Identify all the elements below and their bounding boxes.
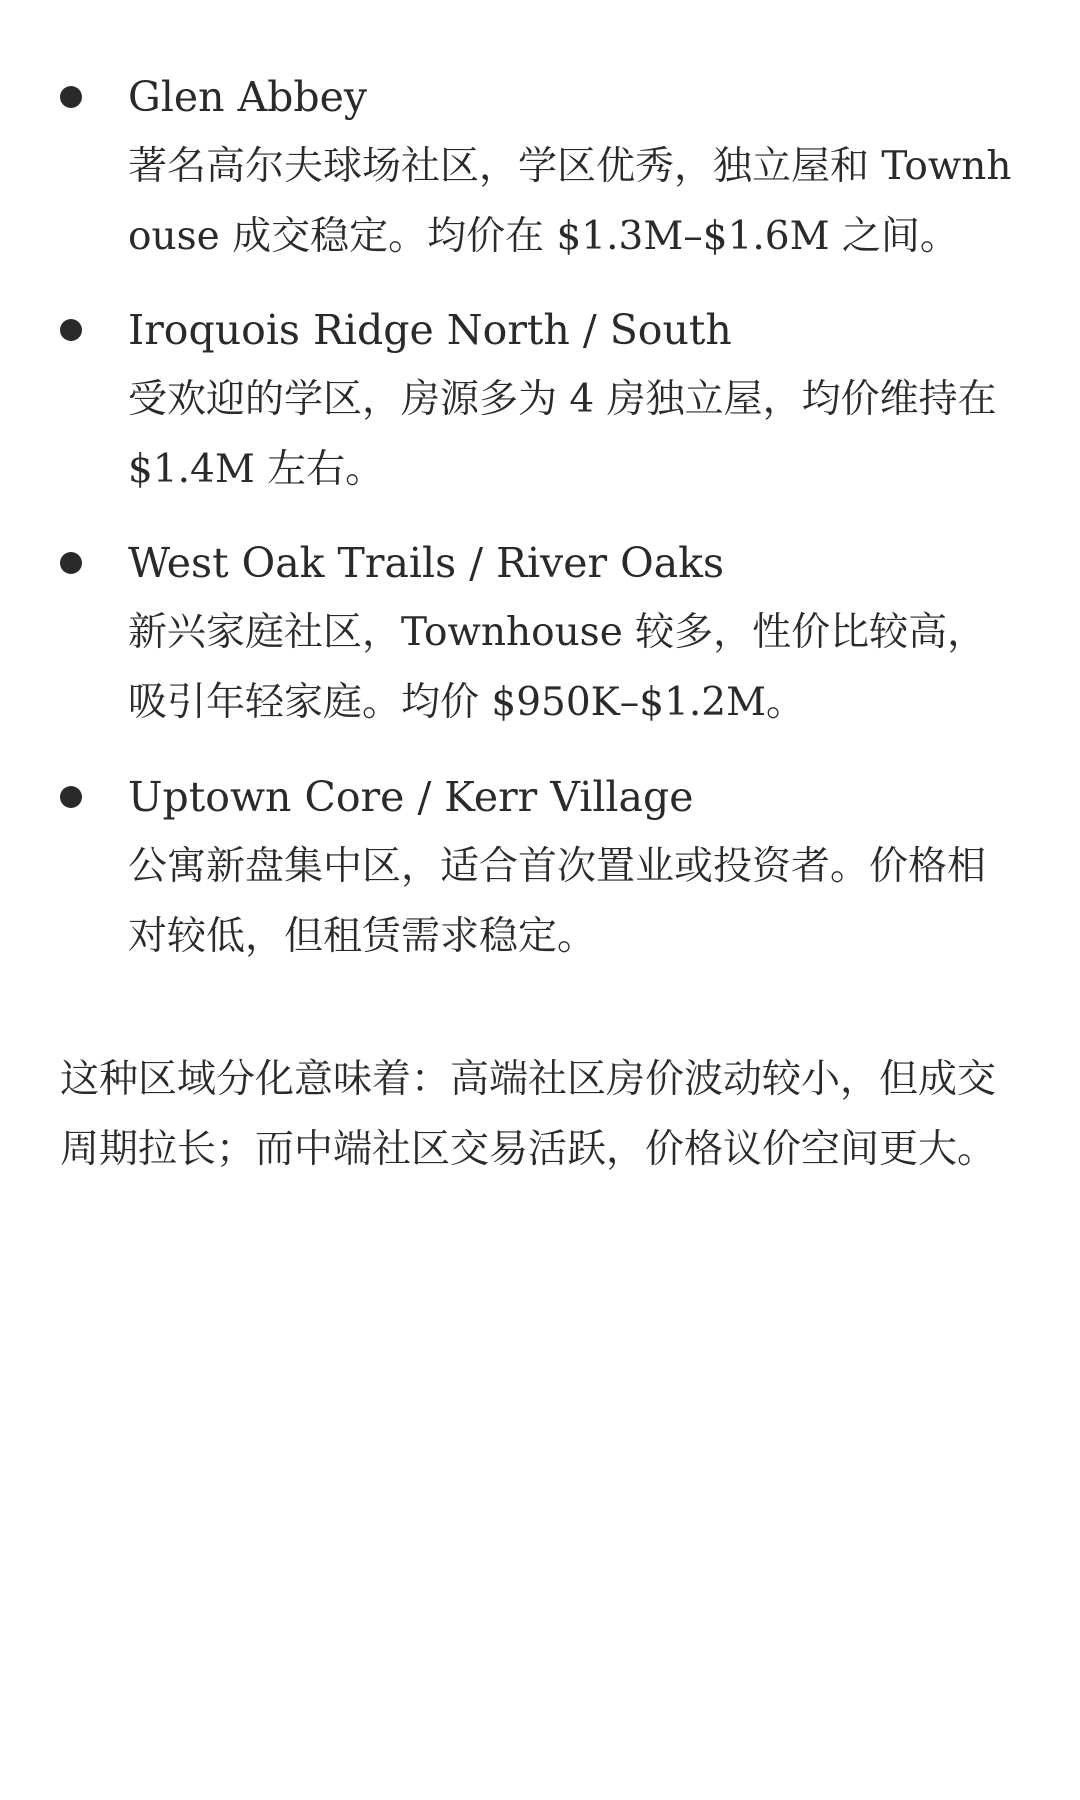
- bullet-icon: [60, 786, 82, 808]
- list-item: [0, 295, 1080, 505]
- neighborhood-title: West Oak Trails / River Oaks: [128, 539, 725, 587]
- neighborhood-description: 受欢迎的学区，房源多为 4 房独立屋，均价维持在 $1.4M 左右。: [128, 377, 997, 492]
- neighborhood-description: 新兴家庭社区，Townhouse 较多，性价比较高，吸引年轻家庭。均价 $950K–$1.2M。: [128, 610, 987, 725]
- list-item: [0, 528, 1080, 738]
- list-item: [0, 62, 1080, 272]
- list-item: [0, 762, 1080, 972]
- neighborhood-title: Uptown Core / Kerr Village: [128, 773, 694, 821]
- bullet-icon: [60, 86, 82, 108]
- neighborhood-title: Glen Abbey: [128, 73, 368, 121]
- neighborhood-title: Iroquois Ridge North / South: [128, 306, 732, 354]
- neighborhood-description: 公寓新盘集中区，适合首次置业或投资者。价格相对较低，但租赁需求稳定。: [128, 844, 987, 959]
- summary-paragraph: 这种区域分化意味着：高端社区房价波动较小，但成交周期拉长；而中端社区交易活跃，价格议价空间更大。: [60, 1057, 997, 1172]
- bullet-icon: [60, 552, 82, 574]
- bullet-icon: [60, 319, 82, 341]
- neighborhood-description: 著名高尔夫球场社区，学区优秀，独立屋和 Townhouse 成交稳定。均价在 $1.3M–$1.6M 之间。: [128, 144, 1012, 259]
